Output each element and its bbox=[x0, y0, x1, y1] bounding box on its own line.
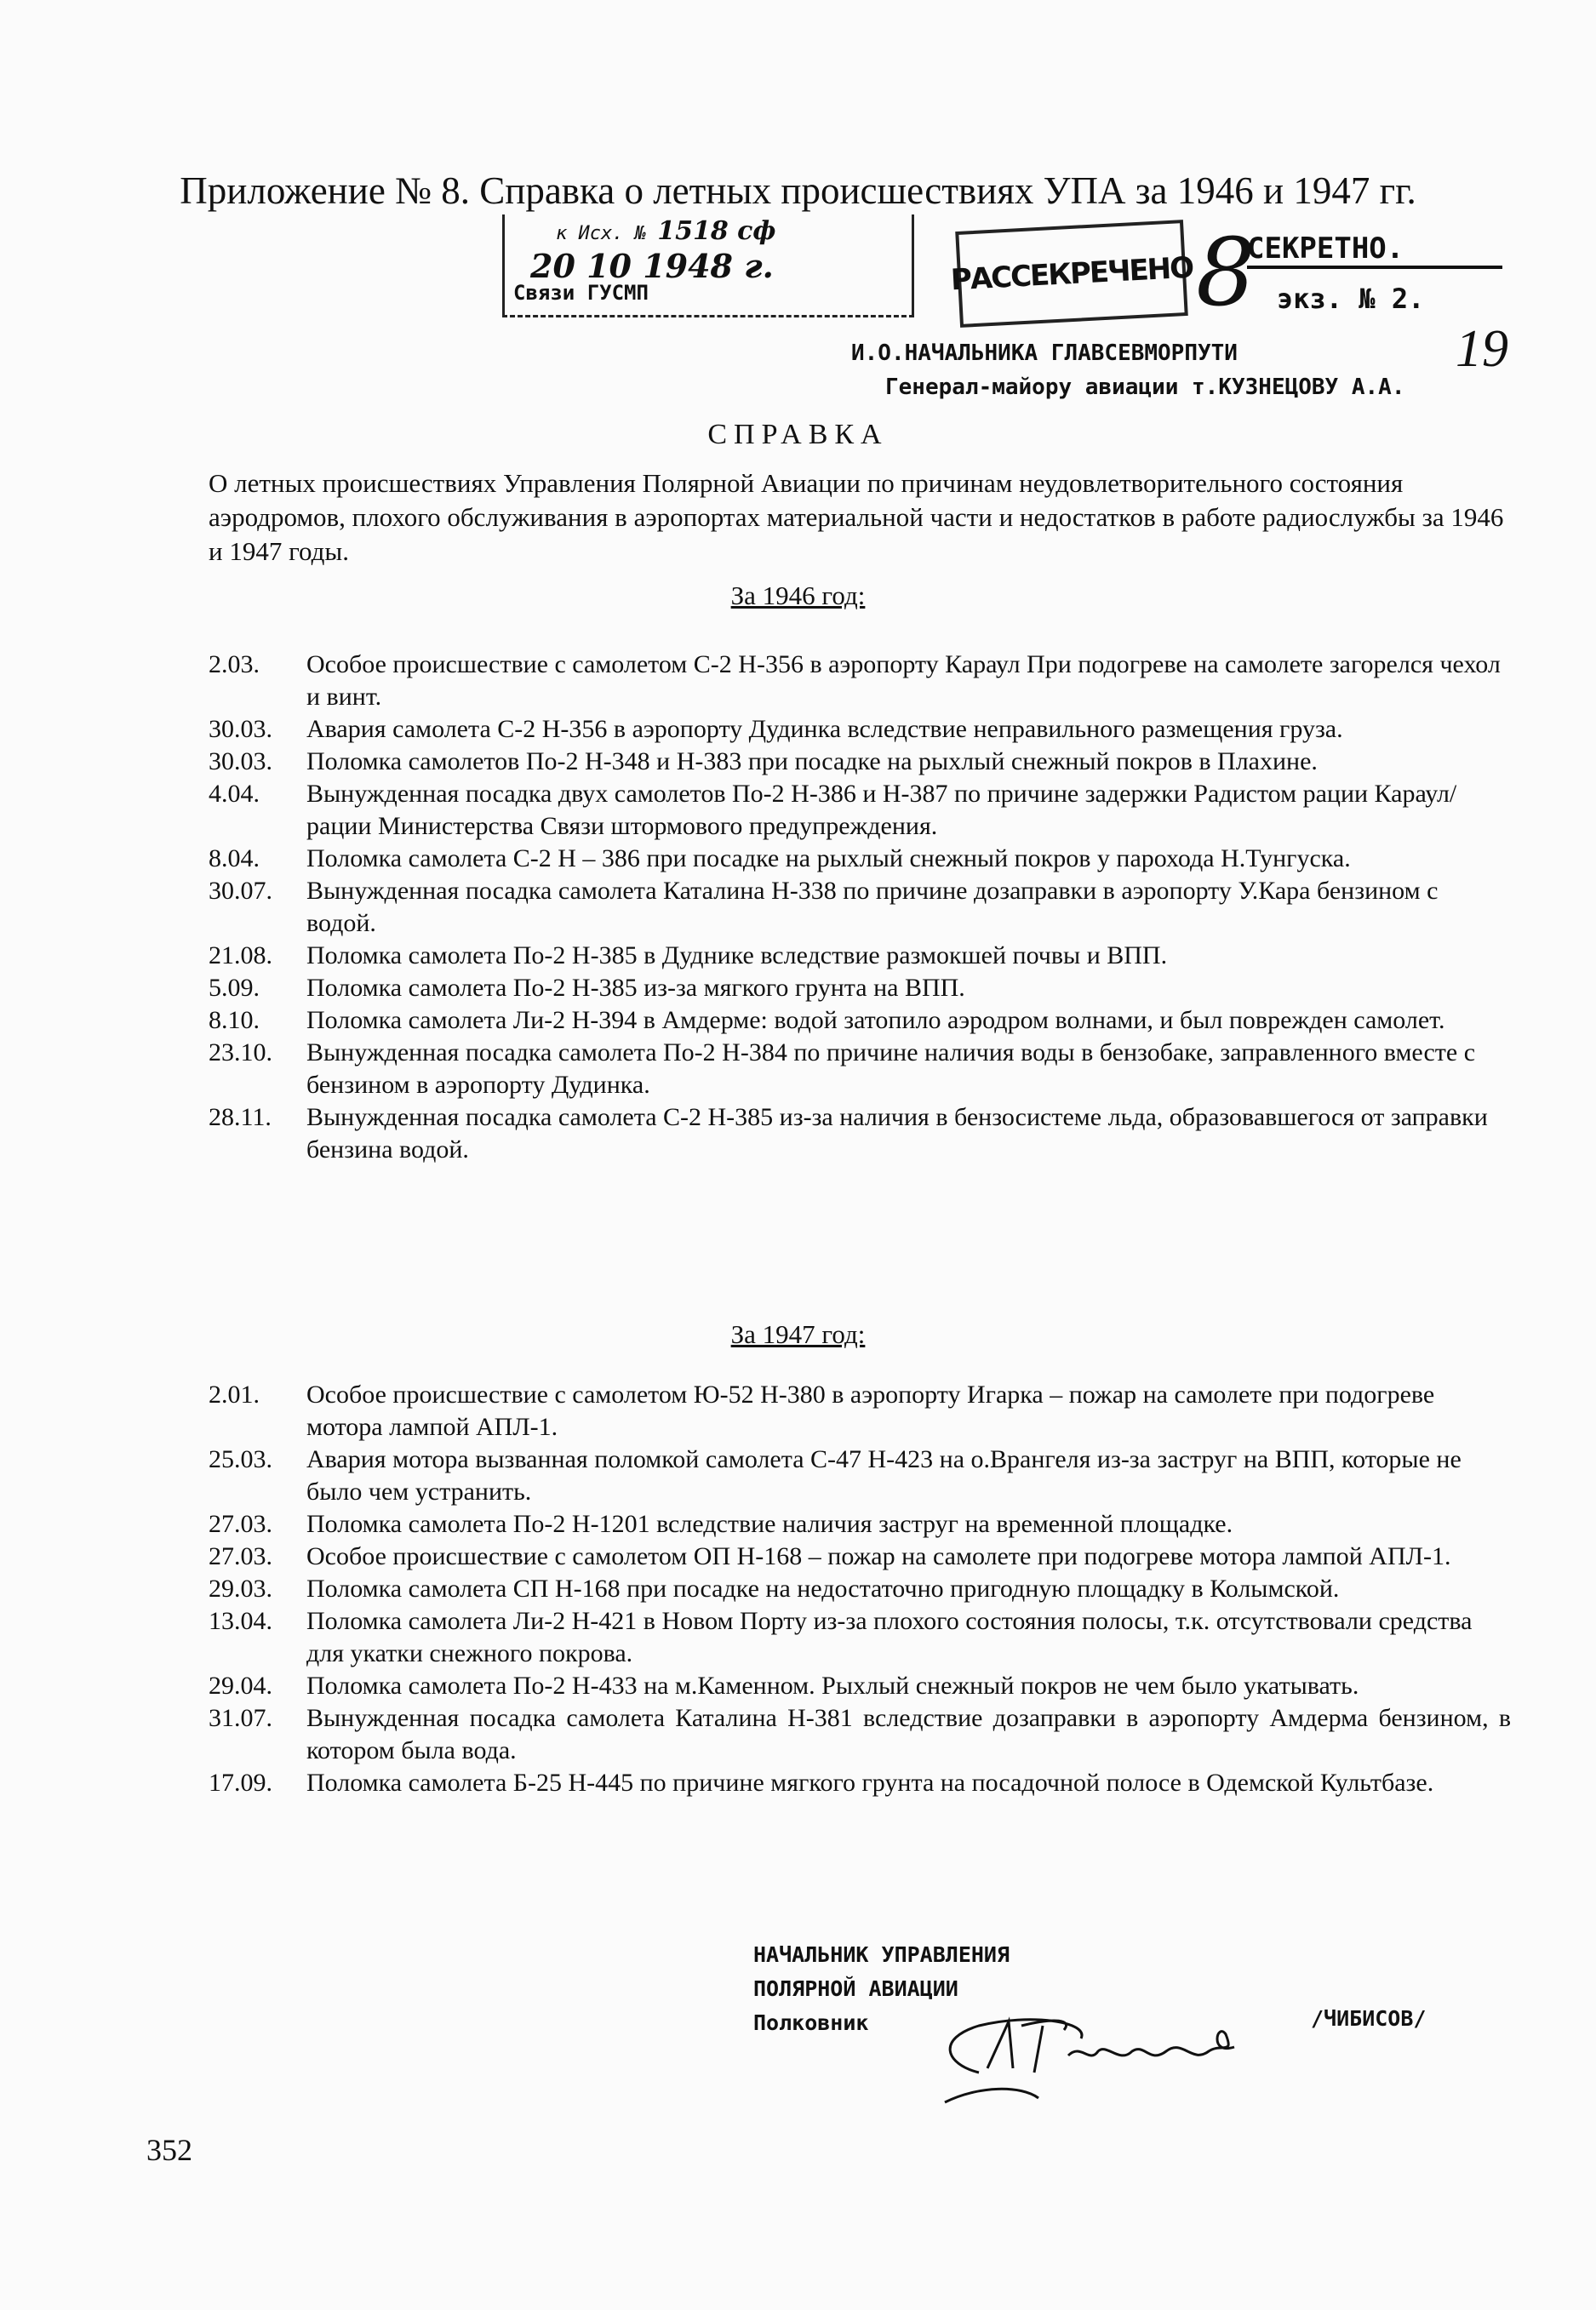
incident-entry bbox=[209, 1004, 1511, 1037]
incident-entry bbox=[209, 713, 1511, 746]
incident-text: Авария самолета С-2 Н-356 в аэропорту Дудинка вследствие неправильного размещения груза. bbox=[306, 715, 1343, 743]
incident-date: 13.04. bbox=[209, 1607, 272, 1635]
incident-date: 8.10. bbox=[209, 1006, 260, 1034]
declassified-stamp: РАССЕКРЕЧЕНО bbox=[955, 220, 1188, 328]
entries-1947 bbox=[209, 1379, 1511, 1799]
incident-text: Поломка самолетов По-2 Н-348 и Н-383 при посадке на рыхлый снежный покров в Плахине. bbox=[306, 747, 1318, 775]
incident-date: 28.11. bbox=[209, 1103, 272, 1131]
incident-text: Авария мотора вызванная поломкой самолета С-47 Н-423 на о.Врангеля из-за заструг на ВПП, которые не было чем устранить. bbox=[306, 1445, 1462, 1506]
incident-entry bbox=[209, 972, 1511, 1004]
incident-text: Вынужденная посадка самолета Каталина Н-381 вследствие дозаправки в аэропорту Амдерма бензином, в котором была вода. bbox=[306, 1704, 1511, 1764]
copy-number: экз. № 2. bbox=[1277, 283, 1425, 315]
incident-text: Особое происшествие с самолетом С-2 Н-356 в аэропорту Караул При подогреве на самолете загорелся чехол и винт. bbox=[306, 650, 1501, 711]
incident-entry bbox=[209, 843, 1511, 875]
incident-entry bbox=[209, 1605, 1511, 1670]
incident-entry bbox=[209, 1541, 1511, 1573]
addressee-line-1: И.О.НАЧАЛЬНИКА ГЛАВСЕВМОРПУТИ bbox=[851, 340, 1238, 366]
document-title: СПРАВКА bbox=[707, 419, 889, 450]
incident-text: Вынужденная посадка самолета Каталина Н-338 по причине дозаправки в аэропорту У.Кара бензином с водой. bbox=[306, 877, 1439, 937]
incident-date: 17.09. bbox=[209, 1769, 272, 1797]
incident-text: Вынужденная посадка двух самолетов По-2 Н-386 и Н-387 по причине задержки Радистом рации Караул/рации Министерства Связи штормового предупреждения. bbox=[306, 780, 1457, 840]
registration-stamp bbox=[502, 214, 914, 317]
incident-text: Особое происшествие с самолетом Ю-52 Н-380 в аэропорту Игарка – пожар на самолете при подогреве мотора лампой АПЛ-1. bbox=[306, 1381, 1435, 1441]
incident-text: Поломка самолета Ли-2 Н-421 в Новом Порту из-за плохого состояния полосы, т.к. отсутствовали средства для укатки снежного покрова. bbox=[306, 1607, 1473, 1667]
incident-date: 27.03. bbox=[209, 1542, 272, 1570]
incident-text: Поломка самолета Б-25 Н-445 по причине мягкого грунта на посадочной полосе в Одемской Культбазе. bbox=[306, 1769, 1434, 1797]
stamp-prefix: к Исх. № bbox=[556, 223, 646, 244]
incident-entry bbox=[209, 1037, 1511, 1101]
handwritten-mark: 8 bbox=[1196, 218, 1256, 327]
signature-rank: Полковник bbox=[753, 2010, 869, 2035]
incident-entry bbox=[209, 1444, 1511, 1508]
incident-text: Поломка самолета Ли-2 Н-394 в Амдерме: водой затопило аэродром волнами, и был поврежден самолет. bbox=[306, 1006, 1445, 1034]
incident-date: 29.03. bbox=[209, 1575, 272, 1603]
section-heading-1946: За 1946 год: bbox=[730, 580, 866, 610]
incident-date: 21.08. bbox=[209, 941, 272, 969]
incident-entry bbox=[209, 1379, 1511, 1444]
incident-entry bbox=[209, 940, 1511, 972]
incident-text: Поломка самолета СП Н-168 при посадке на недостаточно пригодную площадку в Колымской. bbox=[306, 1575, 1340, 1603]
incident-date: 4.04. bbox=[209, 780, 260, 808]
handwritten-signature bbox=[928, 2004, 1302, 2107]
incident-text: Поломка самолета По-2 Н-385 из-за мягкого грунта на ВПП. bbox=[306, 974, 965, 1002]
incident-text: Вынужденная посадка самолета С-2 Н-385 из-за наличия в бензосистеме льда, образовавшегося от заправки бензина водой. bbox=[306, 1103, 1488, 1164]
section-heading-1947: За 1947 год: bbox=[730, 1319, 866, 1349]
incident-date: 31.07. bbox=[209, 1704, 272, 1732]
incident-date: 2.01. bbox=[209, 1381, 260, 1409]
addressee-line-2: Генерал-майору авиации т.КУЗНЕЦОВУ А.А. bbox=[885, 375, 1405, 400]
incident-text: Поломка самолета С-2 Н – 386 при посадке на рыхлый снежный покров у парохода Н.Тунгуска. bbox=[306, 844, 1351, 872]
incident-entry bbox=[209, 746, 1511, 778]
signature-title-2: ПОЛЯРНОЙ АВИАЦИИ bbox=[753, 1976, 958, 2001]
signatory-name: /ЧИБИСОВ/ bbox=[1311, 2006, 1427, 2031]
incident-date: 23.10. bbox=[209, 1038, 272, 1066]
incident-entry bbox=[209, 1573, 1511, 1605]
incident-date: 30.07. bbox=[209, 877, 272, 905]
incident-date: 27.03. bbox=[209, 1510, 272, 1538]
intro-paragraph: О летных происшествиях Управления Полярной Авиации по причинам неудовлетворительного состояния аэродромов, плохого обслуживания в аэропортах материальной части и недостатков в работе радиослужбы за 1946 и 1947 годы. bbox=[209, 468, 1504, 566]
incident-entry bbox=[209, 875, 1511, 940]
incident-date: 30.03. bbox=[209, 747, 272, 775]
incident-date: 8.04. bbox=[209, 844, 260, 872]
stamp-date: 20 10 1948 г. bbox=[530, 247, 774, 285]
incident-date: 5.09. bbox=[209, 974, 260, 1002]
entries-1946 bbox=[209, 649, 1511, 1166]
incident-text: Особое происшествие с самолетом ОП Н-168 – пожар на самолете при подогреве мотора лампой АПЛ-1. bbox=[306, 1542, 1451, 1570]
incident-date: 2.03. bbox=[209, 650, 260, 678]
stamp-org: Связи ГУСМП bbox=[513, 281, 649, 305]
incident-entry bbox=[209, 1670, 1511, 1702]
incident-date: 30.03. bbox=[209, 715, 272, 743]
incident-date: 29.04. bbox=[209, 1672, 272, 1700]
signature-title-1: НАЧАЛЬНИК УПРАВЛЕНИЯ bbox=[753, 1942, 1010, 1967]
page-mark: 19 bbox=[1456, 320, 1508, 378]
incident-text: Поломка самолета По-2 Н-385 в Дуднике вследствие размокшей почвы и ВПП. bbox=[306, 941, 1168, 969]
page-number: 352 bbox=[146, 2133, 192, 2167]
stamp-number: 1518 сф bbox=[657, 216, 776, 246]
incident-entry bbox=[209, 1767, 1511, 1799]
incident-entry bbox=[209, 1702, 1511, 1767]
secrecy-label: СЕКРЕТНО. bbox=[1247, 232, 1502, 269]
incident-entry bbox=[209, 1101, 1511, 1166]
incident-date: 25.03. bbox=[209, 1445, 272, 1473]
incident-entry bbox=[209, 1508, 1511, 1541]
incident-text: Поломка самолета По-2 Н-433 на м.Каменном. Рыхлый снежный покров не чем было укатывать. bbox=[306, 1672, 1359, 1700]
incident-text: Вынужденная посадка самолета По-2 Н-384 по причине наличия воды в бензобаке, заправленного вместе с бензином в аэропорту Дудинка. bbox=[306, 1038, 1476, 1099]
appendix-title: Приложение № 8. Справка о летных происшествиях УПА за 1946 и 1947 гг. bbox=[180, 169, 1416, 212]
incident-entry bbox=[209, 778, 1511, 843]
incident-entry bbox=[209, 649, 1511, 713]
incident-text: Поломка самолета По-2 Н-1201 вследствие наличия заструг на временной площадке. bbox=[306, 1510, 1233, 1538]
